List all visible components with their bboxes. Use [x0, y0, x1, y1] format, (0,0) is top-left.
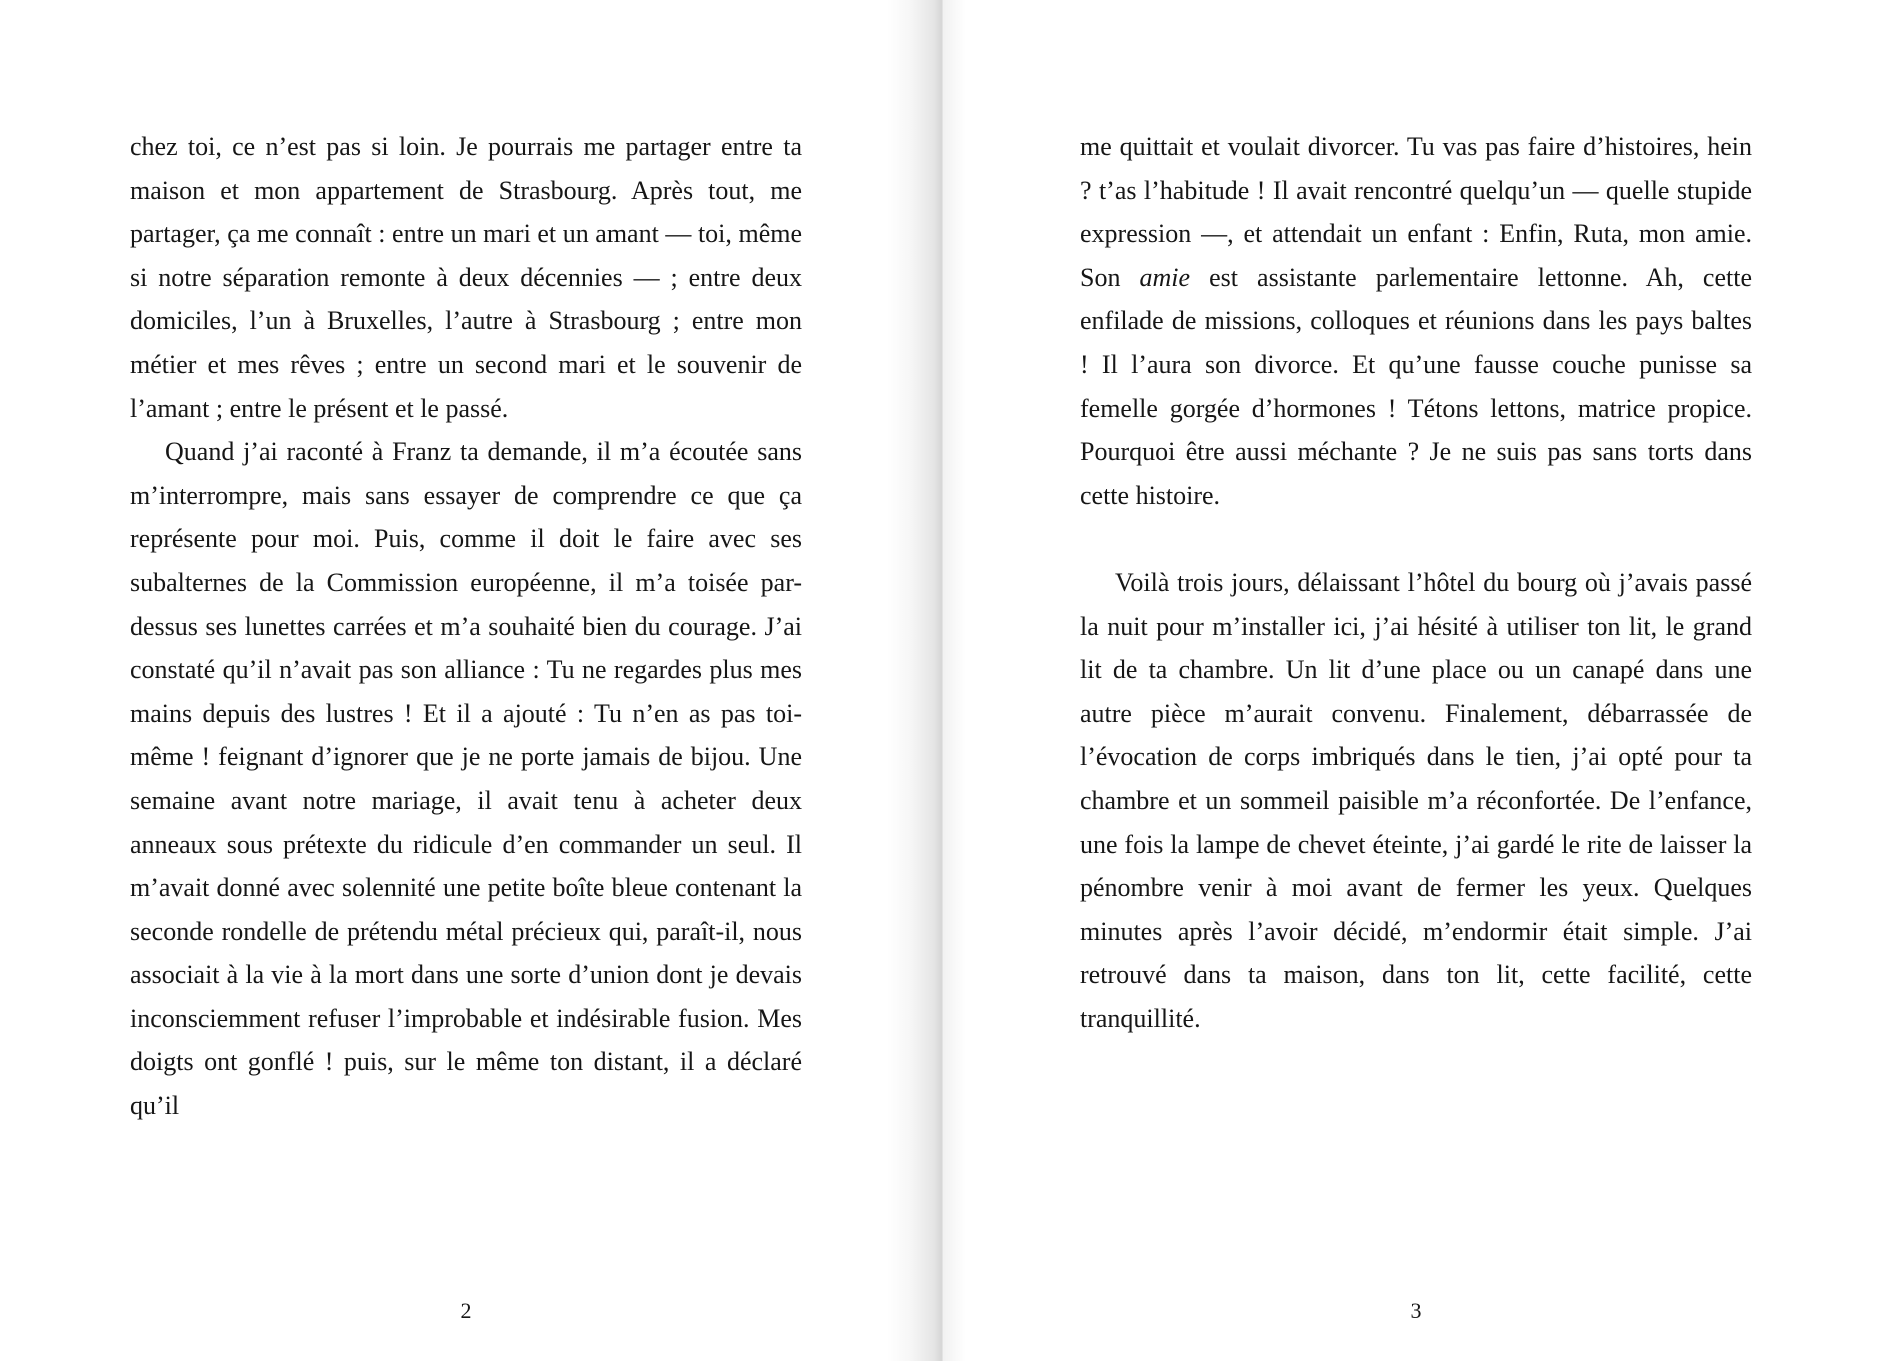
right-paragraph-1-part-1: me quittait et voulait divorcer. Tu vas pas faire d’histoires, hein ? t’as l’habitude ! Il avait rencontré quelqu’un — quelle stupide expression —, et attendait un enfant : Enfin, Ruta, mon amie. Son: [1080, 132, 1752, 292]
right-page: [944, 0, 1878, 1361]
right-paragraph-1: [1080, 125, 1752, 517]
right-paragraph-1-part-2: est assistante parlementaire lettonne. Ah, cette enfilade de missions, colloques et réunions dans les pays baltes ! Il l’aura son divorce. Et qu’une fausse couche punisse sa femelle gorgée d’hormones ! Tétons lettons, matrice propice. Pourquoi être aussi méchante ? Je ne suis pas sans torts dans cette histoire.: [1080, 262, 1752, 510]
page-number-left: 2: [460, 1298, 472, 1323]
page-number-right: 3: [1410, 1298, 1422, 1323]
left-page-text: [130, 125, 802, 1128]
italic-word-amie: amie: [1139, 262, 1191, 292]
left-paragraph-2: Quand j’ai raconté à Franz ta demande, il m’a écoutée sans m’interrompre, mais sans essayer de comprendre ce que ça représente pour moi. Puis, comme il doit le faire avec ses subalternes de la Commission européenne, il m’a toisée par-dessus ses lunettes carrées et m’a souhaité bien du courage. J’ai constaté qu’il n’avait pas son alliance : Tu ne regardes plus mes mains depuis des lustres ! Et il a ajouté : Tu n’en as pas toi-même ! feignant d’ignorer que je ne porte jamais de bijou. Une semaine avant notre mariage, il avait tenu à acheter deux anneaux sous prétexte du ridicule d’en commander un seul. Il m’avait donné avec solennité une petite boîte bleue contenant la seconde rondelle de prétendu métal précieux qui, paraît-il, nous associait à la vie à la mort dans une sorte d’union dont je devais inconsciemment refuser l’improbable et indésirable fusion. Mes doigts ont gonflé ! puis, sur le même ton distant, il a déclaré qu’il: [130, 437, 802, 1121]
book-gutter-shadow: [886, 0, 944, 1361]
right-paragraph-2: Voilà trois jours, délaissant l’hôtel du bourg où j’avais passé la nuit pour m’installer ici, j’ai hésité à utiliser ton lit, le grand lit de ta chambre. Un lit d’une place ou un canapé dans une autre pièce m’aurait convenu. Finalement, débarrassée de l’évocation de corps imbriqués dans le tien, j’ai opté pour ta chambre et un sommeil paisible m’a réconfortée. De l’enfance, une fois la lampe de chevet éteinte, j’ai gardé le rite de laisser la pénombre venir à moi avant de fermer les yeux. Quelques minutes après l’avoir décidé, m’endormir était simple. J’ai retrouvé dans ta maison, dans ton lit, cette facilité, cette tranquillité.: [1080, 567, 1752, 1033]
right-page-text: [1080, 125, 1752, 1040]
left-paragraph-1: chez toi, ce n’est pas si loin. Je pourrais me partager entre ta maison et mon appartement de Strasbourg. Après tout, me partager, ça me connaît : entre un mari et un amant — toi, même si notre séparation remonte à deux décennies — ; entre deux domiciles, l’un à Bruxelles, l’autre à Strasbourg ; entre mon métier et mes rêves ; entre un second mari et le souvenir de l’amant ; entre le présent et le passé.: [130, 132, 802, 423]
